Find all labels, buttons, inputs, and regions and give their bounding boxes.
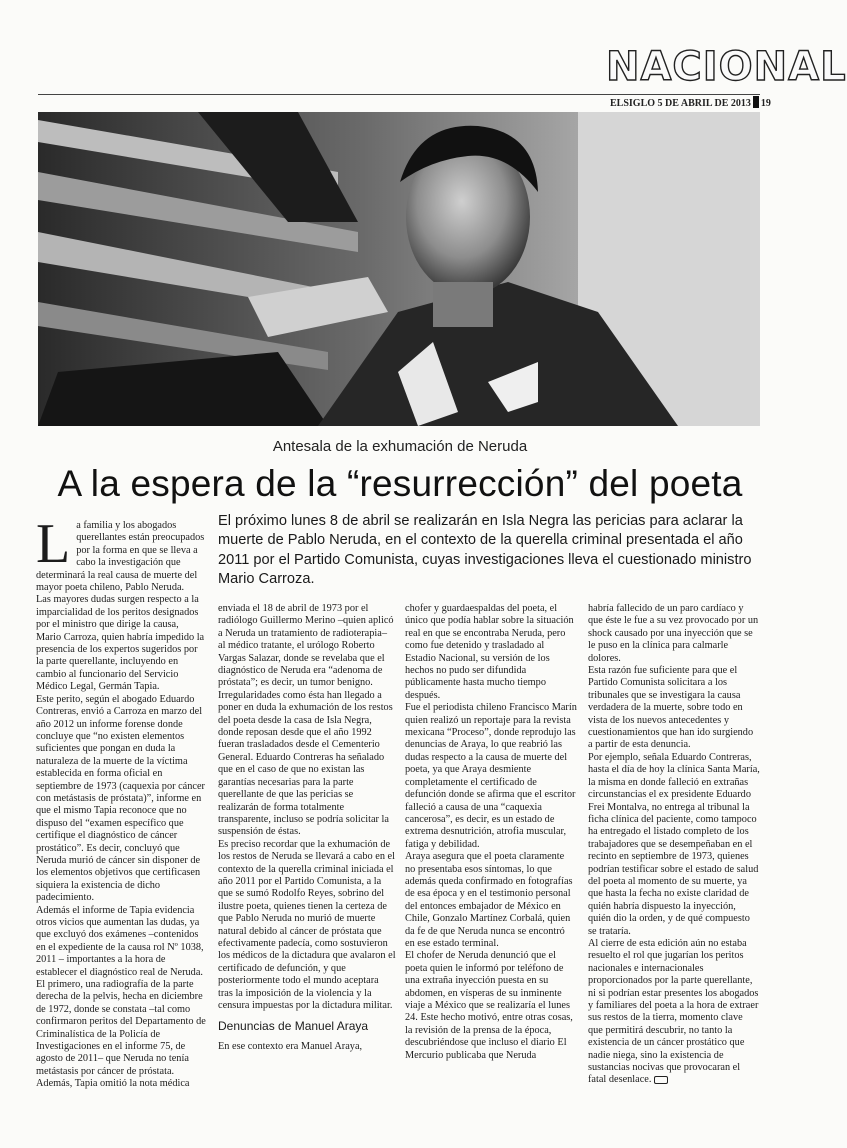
article-photo [38, 112, 760, 426]
col4-paragraph-0: habría fallecido de un paro cardíaco y que éste le fue a su vez provocado por un shock causado por una inyección que se le puso en la clínica para calmarle dolores. [588, 603, 759, 664]
col1-paragraph-1: Las mayores dudas surgen respecto a la imparcialidad de los peritos designados por el ministro que dirige la causa, Mario Carroza, quien habría impedido la presencia de los expertos sugeridos por la parte querellante, incluyendo en cambio al funcionario del Servicio Médico Legal, Germán Tapia. [36, 594, 205, 693]
end-mark-icon [654, 1076, 668, 1084]
col1-paragraph-3: Además el informe de Tapia evidencia otros vicios que aumentan las dudas, ya que excluyó dos exámenes –contenidos en el expediente de la causa rol Nº 1038, 2011 – importantes a la hora de establecer el diagnóstico real de Neruda. El primero, una radiografía de la parte derecha de la pelvis, hecha en diciembre de 1972, donde se constata –tal como confirmaron peritos del Departamento de Criminalística de la Policía de Investigaciones en el informe 75, de agosto de 2011– que Neruda no tenía metástasis por cáncer de próstata. [36, 904, 206, 1077]
article-headline: A la espera de la “resurrección” del poeta [57, 463, 743, 504]
col2-paragraph-1: Irregularidades como ésta han llegado a poner en duda la exhumación de los restos del poeta desde la casa de Isla Negra, donde reposan desde que el año 1992 fueran trasladados desde el Cementerio General. Eduardo Contreras ha señalado que en el caso de que no existan las garantías necesarias para la parte querellante de que las pericias se realizarán de forma totalmente transparente, incluso se podría solicitar la suspensión de éstas. [218, 689, 393, 838]
col4-paragraph-3 [588, 938, 760, 1087]
col3-paragraph-0: chofer y guardaespaldas del poeta, el único que podía hablar sobre la situación real en que se encontraba Neruda, pero como fue detenido y trasladado al Estadio Nacional, su versión de los hechos no pudo ser difundida públicamente hasta mucho tiempo después. [405, 603, 574, 701]
article-lead [218, 512, 758, 590]
column-1 [36, 513, 206, 1091]
col3-paragraph-3: El chofer de Neruda denunció que el poeta quien le informó por teléfono de una extraña inyección puesta en su abdomen, en vísperas de su inminente viaje a México que se realizaría el lunes 24. Este hecho motivó, entre otras cosas, la revisión de la prensa de la época, descubriéndose que incluso el diario El Mercurio publicaba que Neruda [405, 950, 573, 1061]
column-4 [588, 603, 760, 1087]
col2-subhead: Denuncias de Manuel Araya [218, 1019, 369, 1034]
col1-text-0: a familia y los abogados querellantes están preocupados por la forma en que se lleva a cabo la investigación que determinará la real causa de muerte del mayor poeta chileno, Pablo Neruda. [36, 520, 205, 594]
drop-cap: L [36, 513, 71, 575]
lead-paragraph: El próximo lunes 8 de abril se realizarán en Isla Negra las pericias para aclarar la muerte de Pablo Neruda, en el contexto de la querella criminal presentada el año 2011 por el Partido Comunista, cuyas investigaciones lleva el cuestionado ministro Mario Carroza. [218, 513, 752, 588]
col4-paragraph-1: Esta razón fue suficiente para que el Partido Comunista solicitara a los tribunales que se investigara la causa verdadera de la muerte, sobre todo en vista de los nuevos antecedentes y cuestionamientos que han ido surgiendo a partir de esta denuncia. [588, 665, 754, 751]
col4-paragraph-2: Por ejemplo, señala Eduardo Contreras, hasta el día de hoy la clínica Santa María, la misma en donde falleció en extrañas circunstancias el ex presidente Eduardo Frei Montalva, no entrega al tribunal la ficha clínica del paciente, como tampoco ha entregado el listado completo de los trabajadores que se desempeñaban en el recinto en septiembre de 1973, quienes podrían testificar sobre el estado de salud del poeta al momento de su muerte, ya que hasta la fecha no existe claridad de quién habría dispuesto la inyección, quién dio la orden, y de qué compuesto se trataría. [588, 751, 760, 937]
top-rule [38, 94, 760, 95]
section-title: NACIONAL [606, 44, 847, 90]
article-kicker: Antesala de la exhumación de Neruda [272, 438, 528, 455]
col1-paragraph-0 [36, 513, 206, 594]
dateline [610, 96, 771, 110]
col2-tail: En ese contexto era Manuel Araya, [218, 1040, 363, 1052]
column-2 [218, 603, 396, 1053]
col1-paragraph-4: Además, Tapia omitió la nota médica [36, 1078, 190, 1090]
col1-paragraph-2: Este perito, según el abogado Eduardo Contreras, envió a Carroza en marzo del año 2012 un informe forense donde concluye que “no existen elementos suficientes que pongan en duda la naturaleza de la muerte de la víctima establecida en forma oficial en septiembre de 1973 (caquexia por cáncer con metástasis de próstata)”, informe en que el mismo Tapia reconoce que no dispuso del “examen específico que certifique el diagnóstico de cáncer prostático”. Es decir, concluyó que Neruda murió de cáncer sin disponer de los elementos objetivos que certificasen siquiera la existencia de dicho padecimiento. [36, 693, 205, 904]
col4-text-3: Al cierre de esta edición aún no estaba resuelto el rol que jugarían los peritos nacionales e internacionales proporcionados por la parte querellante, ni si podrían estar presentes los abogados y familiares del poeta a la hora de extraer sus restos de la tierra, momento clave que permitirá descubrir, no tanto la existencia de un cáncer prostático que nadie niega, sino la existencia de sustancias nocivas que provocaran el fatal desenlace. [588, 937, 759, 1086]
page-number: 19 [760, 98, 771, 109]
dateline-text: ELSIGLO 5 DE ABRIL DE 2013 [610, 98, 751, 109]
col3-paragraph-2: Araya asegura que el poeta claramente no presentaba esos síntomas, lo que además queda confirmado en fotografías de esa época y en el testimonio personal del entonces embajador de México en Chile, Gonzalo Martínez Corbalá, quien da fe de que Neruda nunca se encontró en ese estado terminal. [405, 851, 573, 949]
col3-paragraph-1: Fue el periodista chileno Francisco Marín quien realizó un reportaje para la revista mexicana “Proceso”, donde reprodujo las denuncias de Araya, lo que reabrió las dudas respecto a la causa de muerte del poeta, ya que Araya desmiente completamente el certificado de defunción donde se afirma que el escritor falleció a causa de una “caquexia cancerosa”, es decir, es un estado de extrema desnutrición, atrofia muscular, fatiga y debilidad. [405, 702, 577, 850]
col2-paragraph-2: Es preciso recordar que la exhumación de los restos de Neruda se llevará a cabo en el contexto de la querella criminal iniciada el año 2011 por el Partido Comunista, a la que se sumó Rodolfo Reyes, sobrino del ilustre poeta, quienes tienen la certeza de que Pablo Neruda no murió de muerte natural debido al cáncer de próstata que efectivamente padecía, como sostuvieron los médicos de la dictadura que avalaron el certificado de defunción, y que posteriormente todo el mundo aceptara tras la imposición de la violencia y la censura impuestas por la dictadura militar. [218, 838, 396, 1011]
dateline-bar [753, 96, 759, 108]
column-3 [405, 603, 577, 1062]
col2-paragraph-0: enviada el 18 de abril de 1973 por el radiólogo Guillermo Merino –quien aplicó a Neruda un tratamiento de radioterapia– al médico tratante, el urólogo Roberto Vargas Salazar, donde se revelaba que el diagnóstico de Neruda era “adenoma de próstata”; es decir, un tumor benigno. [218, 603, 394, 689]
